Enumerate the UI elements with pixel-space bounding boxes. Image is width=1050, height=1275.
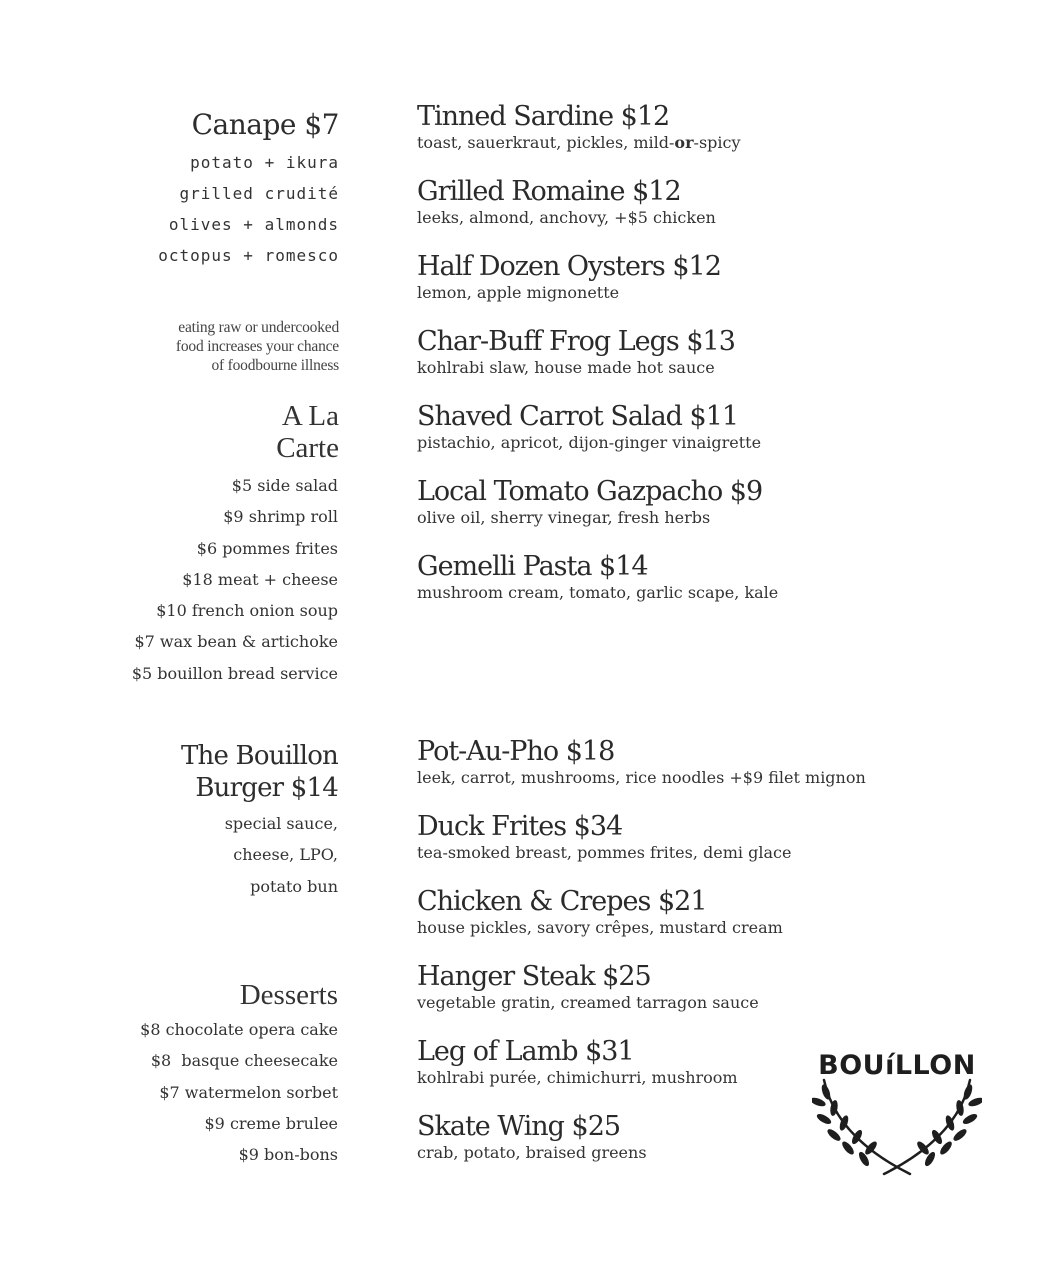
menu-item-description: mushroom cream, tomato, garlic scape, kale	[417, 583, 779, 602]
menu-item-name: Skate Wing $25	[417, 1111, 621, 1142]
raw-food-warning	[60, 318, 339, 375]
menu-item-name: Chicken & Crepes $21	[417, 886, 707, 917]
desserts-title: Desserts	[239, 979, 338, 1011]
menu-item-description: lemon, apple mignonette	[417, 283, 620, 302]
menu-item-name: Leg of Lamb $31	[417, 1036, 634, 1067]
burger-title-line: The Bouillon	[181, 741, 338, 771]
menu-item-name: Hanger Steak $25	[417, 961, 651, 992]
warning-line: of foodbourne illness	[211, 357, 339, 374]
burger-description	[60, 808, 338, 902]
menu-item	[417, 811, 977, 863]
canape-item: grilled crudité	[179, 184, 339, 203]
menu-item-description: tea-smoked breast, pommes frites, demi glace	[417, 843, 792, 862]
burger-desc-line: special sauce,	[224, 814, 338, 833]
menu-item-description: olive oil, sherry vinegar, fresh herbs	[417, 508, 711, 527]
menu-item	[417, 961, 977, 1013]
menu-item-name: Pot-Au-Pho $18	[417, 736, 615, 767]
a-la-carte-item: $10 french onion soup	[156, 601, 338, 621]
burger-desc-line: potato bun	[250, 876, 338, 896]
a-la-carte-item: $7 wax bean & artichoke	[134, 632, 338, 652]
logo-wordmark: BOUíLLON	[818, 1050, 976, 1081]
burger-desc-line: cheese, LPO,	[233, 845, 338, 865]
dessert-item: $8 chocolate opera cake	[140, 1020, 338, 1039]
canape-item: octopus + romesco	[158, 246, 339, 265]
menu-item-description: pistachio, apricot, dijon-ginger vinaigrette	[417, 433, 762, 452]
menu-item-name: Grilled Romaine $12	[417, 176, 681, 207]
desc-text: -spicy	[693, 133, 741, 152]
menu-item-description: house pickles, savory crêpes, mustard cream	[417, 918, 783, 937]
menu-item-description: leek, carrot, mushrooms, rice noodles +$9 filet mignon	[417, 768, 866, 787]
a-la-carte-item: $5 bouillon bread service	[131, 663, 338, 683]
menu-item-description: vegetable gratin, creamed tarragon sauce	[417, 993, 759, 1012]
a-la-carte-list	[60, 470, 338, 689]
menu-item-name: Local Tomato Gazpacho $9	[417, 476, 763, 507]
warning-line: eating raw or undercooked	[178, 319, 339, 336]
a-la-carte-item: $18 meat + cheese	[182, 569, 338, 589]
a-la-carte-item: $9 shrimp roll	[223, 507, 338, 527]
menu-item-name: Half Dozen Oysters $12	[417, 251, 721, 282]
menu-item	[417, 401, 977, 453]
laurel-wreath-icon	[812, 1042, 982, 1182]
menu-item-name: Char-Buff Frog Legs $13	[417, 326, 735, 357]
a-la-carte-title	[60, 400, 339, 464]
canape-item: olives + almonds	[168, 215, 339, 234]
menu-item	[417, 176, 977, 228]
bouillon-logo	[812, 1042, 982, 1182]
dessert-item: $9 bon-bons	[238, 1145, 338, 1165]
warning-line: food increases your chance	[175, 338, 339, 355]
menu-item-description	[417, 133, 977, 153]
desc-emphasis: or	[674, 133, 694, 152]
canape-title: Canape $7	[191, 108, 339, 141]
menu-item	[417, 251, 977, 303]
menu-item-description: leeks, almond, anchovy, +$5 chicken	[417, 208, 716, 227]
a-la-carte-item: $5 side salad	[231, 476, 338, 495]
a-la-carte-title-line: A La	[281, 400, 339, 432]
menu-item-name: Gemelli Pasta $14	[417, 551, 648, 582]
dessert-item: $7 watermelon sorbet	[159, 1082, 338, 1102]
menu-item	[417, 886, 977, 938]
a-la-carte-item: $6 pommes frites	[196, 538, 338, 558]
canape-item: potato + ikura	[190, 153, 339, 172]
menu-item-name: Tinned Sardine $12	[417, 101, 670, 132]
canape-list	[60, 147, 339, 271]
menu-item	[417, 736, 977, 788]
menu-item	[417, 101, 977, 153]
menu-item-name: Shaved Carrot Salad $11	[417, 401, 739, 432]
burger-title-line: Burger $14	[195, 773, 338, 803]
menu-item	[417, 551, 977, 603]
dessert-item: $9 creme brulee	[204, 1113, 338, 1133]
menu-item-description: kohlrabi purée, chimichurri, mushroom	[417, 1068, 738, 1087]
dessert-item: $8 basque cheesecake	[150, 1051, 338, 1071]
desserts-list	[60, 1014, 338, 1170]
menu-item	[417, 326, 977, 378]
desc-text: toast, sauerkraut, pickles, mild-	[417, 133, 675, 152]
a-la-carte-title-line: Carte	[276, 432, 339, 464]
burger-title	[60, 740, 338, 804]
menu-item-name: Duck Frites $34	[417, 811, 623, 842]
menu-item-description: crab, potato, braised greens	[417, 1143, 647, 1162]
menu-item-description: kohlrabi slaw, house made hot sauce	[417, 358, 715, 377]
menu-item	[417, 476, 977, 528]
